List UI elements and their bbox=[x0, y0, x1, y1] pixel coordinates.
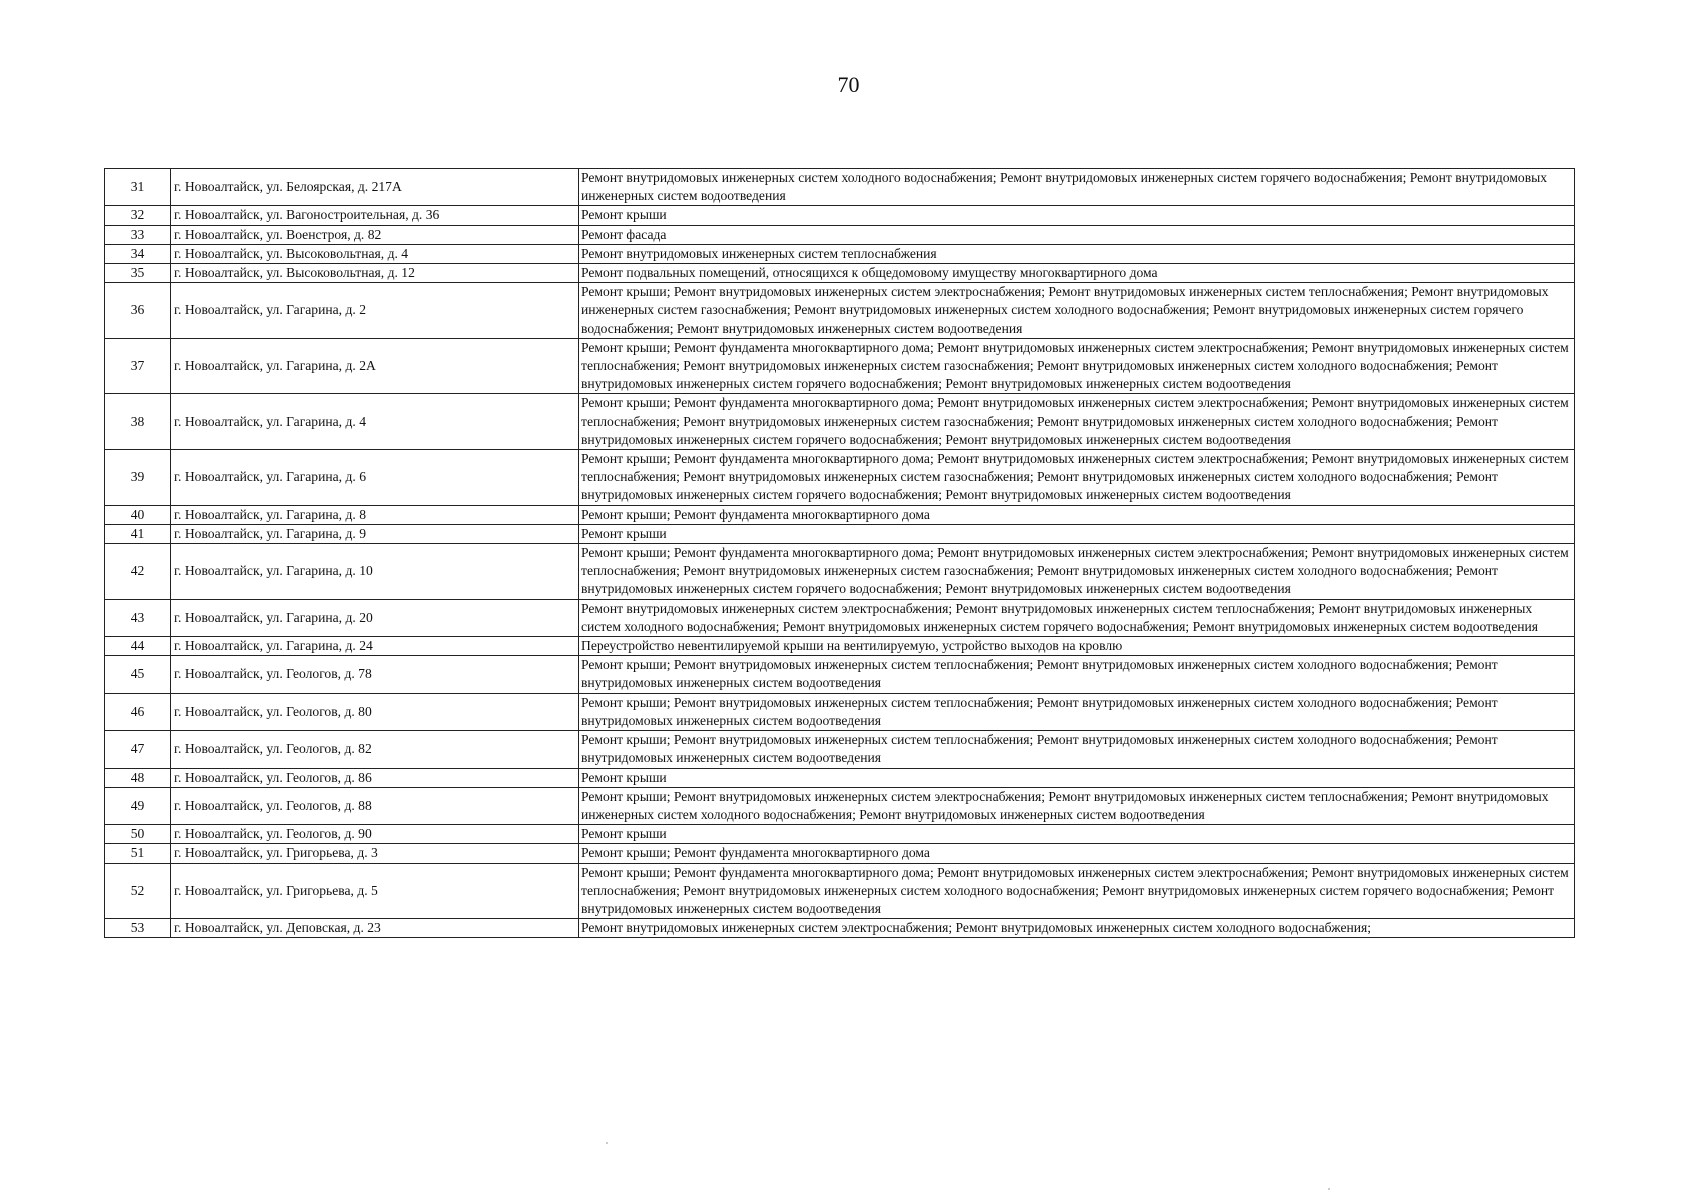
row-works: Ремонт внутридомовых инженерных систем теплоснабжения bbox=[579, 244, 1575, 263]
row-address: г. Новоалтайск, ул. Гагарина, д. 20 bbox=[171, 599, 579, 636]
table-row bbox=[105, 637, 1575, 656]
row-address: г. Новоалтайск, ул. Военстроя, д. 82 bbox=[171, 225, 579, 244]
row-number: 43 bbox=[105, 599, 171, 636]
row-address: г. Новоалтайск, ул. Гагарина, д. 8 bbox=[171, 505, 579, 524]
table-row bbox=[105, 394, 1575, 450]
row-address: г. Новоалтайск, ул. Григорьева, д. 5 bbox=[171, 863, 579, 919]
row-works: Ремонт крыши; Ремонт внутридомовых инженерных систем электроснабжения; Ремонт внутридомовых инженерных систем теплоснабжения; Ремонт внутридомовых инженерных систем газоснабжения; Ремонт внутридомовых инженерных систем холодного водоснабжения; Ремонт внутридомовых инженерных систем горячего водоснабжения; Ремонт внутридомовых инженерных систем водоотведения bbox=[579, 283, 1575, 339]
table-row bbox=[105, 283, 1575, 339]
row-address: г. Новоалтайск, ул. Гагарина, д. 10 bbox=[171, 544, 579, 600]
page-number: 70 bbox=[837, 72, 860, 97]
row-number: 34 bbox=[105, 244, 171, 263]
table-row bbox=[105, 505, 1575, 524]
table-row bbox=[105, 731, 1575, 768]
row-works: Ремонт крыши; Ремонт внутридомовых инженерных систем теплоснабжения; Ремонт внутридомовых инженерных систем холодного водоснабжения; Ремонт внутридомовых инженерных систем водоотведения bbox=[579, 693, 1575, 730]
scan-speck bbox=[1328, 1188, 1330, 1190]
row-address: г. Новоалтайск, ул. Геологов, д. 88 bbox=[171, 787, 579, 824]
row-number: 35 bbox=[105, 264, 171, 283]
table-row bbox=[105, 338, 1575, 394]
row-number: 38 bbox=[105, 394, 171, 450]
row-number: 36 bbox=[105, 283, 171, 339]
row-number: 49 bbox=[105, 787, 171, 824]
row-works: Ремонт фасада bbox=[579, 225, 1575, 244]
table-row bbox=[105, 450, 1575, 506]
row-address: г. Новоалтайск, ул. Геологов, д. 90 bbox=[171, 825, 579, 844]
row-address: г. Новоалтайск, ул. Высоковольтная, д. 12 bbox=[171, 264, 579, 283]
table-row bbox=[105, 693, 1575, 730]
row-works: Ремонт крыши; Ремонт фундамента многоквартирного дома; Ремонт внутридомовых инженерных систем электроснабжения; Ремонт внутридомовых инженерных систем теплоснабжения; Ремонт внутридомовых инженерных систем газоснабжения; Ремонт внутридомовых инженерных систем холодного водоснабжения; Ремонт внутридомовых инженерных систем горячего водоснабжения; Ремонт внутридомовых инженерных систем водоотведения bbox=[579, 338, 1575, 394]
row-address: г. Новоалтайск, ул. Гагарина, д. 4 bbox=[171, 394, 579, 450]
row-works: Ремонт крыши; Ремонт фундамента многоквартирного дома bbox=[579, 505, 1575, 524]
row-address: г. Новоалтайск, ул. Геологов, д. 78 bbox=[171, 656, 579, 693]
row-number: 44 bbox=[105, 637, 171, 656]
row-works: Ремонт крыши; Ремонт внутридомовых инженерных систем теплоснабжения; Ремонт внутридомовых инженерных систем холодного водоснабжения; Ремонт внутридомовых инженерных систем водоотведения bbox=[579, 656, 1575, 693]
table-row bbox=[105, 825, 1575, 844]
row-number: 31 bbox=[105, 169, 171, 206]
row-works: Ремонт внутридомовых инженерных систем электроснабжения; Ремонт внутридомовых инженерных систем холодного водоснабжения; bbox=[579, 919, 1575, 938]
table-row bbox=[105, 599, 1575, 636]
row-address: г. Новоалтайск, ул. Высоковольтная, д. 4 bbox=[171, 244, 579, 263]
row-works: Ремонт крыши; Ремонт фундамента многоквартирного дома; Ремонт внутридомовых инженерных систем электроснабжения; Ремонт внутридомовых инженерных систем теплоснабжения; Ремонт внутридомовых инженерных систем холодного водоснабжения; Ремонт внутридомовых инженерных систем горячего водоснабжения; Ремонт внутридомовых инженерных систем водоотведения bbox=[579, 863, 1575, 919]
row-works: Ремонт крыши; Ремонт внутридомовых инженерных систем теплоснабжения; Ремонт внутридомовых инженерных систем холодного водоснабжения; Ремонт внутридомовых инженерных систем водоотведения bbox=[579, 731, 1575, 768]
row-number: 39 bbox=[105, 450, 171, 506]
row-address: г. Новоалтайск, ул. Деповская, д. 23 bbox=[171, 919, 579, 938]
row-works: Ремонт крыши; Ремонт фундамента многоквартирного дома; Ремонт внутридомовых инженерных систем электроснабжения; Ремонт внутридомовых инженерных систем теплоснабжения; Ремонт внутридомовых инженерных систем газоснабжения; Ремонт внутридомовых инженерных систем холодного водоснабжения; Ремонт внутридомовых инженерных систем горячего водоснабжения; Ремонт внутридомовых инженерных систем водоотведения bbox=[579, 394, 1575, 450]
row-address: г. Новоалтайск, ул. Геологов, д. 86 bbox=[171, 768, 579, 787]
scan-speck bbox=[606, 1142, 608, 1144]
row-number: 40 bbox=[105, 505, 171, 524]
repair-works-table-wrapper bbox=[104, 168, 1574, 938]
table-row bbox=[105, 244, 1575, 263]
row-number: 32 bbox=[105, 206, 171, 225]
row-address: г. Новоалтайск, ул. Гагарина, д. 9 bbox=[171, 524, 579, 543]
row-works: Ремонт внутридомовых инженерных систем электроснабжения; Ремонт внутридомовых инженерных систем теплоснабжения; Ремонт внутридомовых инженерных систем холодного водоснабжения; Ремонт внутридомовых инженерных систем горячего водоснабжения; Ремонт внутридомовых инженерных систем водоотведения bbox=[579, 599, 1575, 636]
repair-works-table bbox=[104, 168, 1575, 938]
table-row bbox=[105, 656, 1575, 693]
table-row bbox=[105, 844, 1575, 863]
table-row bbox=[105, 264, 1575, 283]
row-works: Ремонт крыши; Ремонт внутридомовых инженерных систем электроснабжения; Ремонт внутридомовых инженерных систем теплоснабжения; Ремонт внутридомовых инженерных систем холодного водоснабжения; Ремонт внутридомовых инженерных систем водоотведения bbox=[579, 787, 1575, 824]
row-address: г. Новоалтайск, ул. Гагарина, д. 2А bbox=[171, 338, 579, 394]
table-body bbox=[105, 169, 1575, 938]
row-number: 45 bbox=[105, 656, 171, 693]
row-address: г. Новоалтайск, ул. Белоярская, д. 217А bbox=[171, 169, 579, 206]
row-number: 53 bbox=[105, 919, 171, 938]
row-works: Ремонт крыши; Ремонт фундамента многоквартирного дома; Ремонт внутридомовых инженерных систем электроснабжения; Ремонт внутридомовых инженерных систем теплоснабжения; Ремонт внутридомовых инженерных систем газоснабжения; Ремонт внутридомовых инженерных систем холодного водоснабжения; Ремонт внутридомовых инженерных систем горячего водоснабжения; Ремонт внутридомовых инженерных систем водоотведения bbox=[579, 450, 1575, 506]
row-works: Ремонт крыши bbox=[579, 768, 1575, 787]
row-number: 33 bbox=[105, 225, 171, 244]
row-address: г. Новоалтайск, ул. Гагарина, д. 24 bbox=[171, 637, 579, 656]
row-works: Ремонт внутридомовых инженерных систем холодного водоснабжения; Ремонт внутридомовых инженерных систем горячего водоснабжения; Ремонт внутридомовых инженерных систем водоотведения bbox=[579, 169, 1575, 206]
row-number: 47 bbox=[105, 731, 171, 768]
row-works: Ремонт крыши bbox=[579, 825, 1575, 844]
table-row bbox=[105, 863, 1575, 919]
row-address: г. Новоалтайск, ул. Геологов, д. 80 bbox=[171, 693, 579, 730]
row-works: Ремонт крыши bbox=[579, 524, 1575, 543]
table-row bbox=[105, 768, 1575, 787]
row-number: 50 bbox=[105, 825, 171, 844]
table-row bbox=[105, 787, 1575, 824]
table-row bbox=[105, 225, 1575, 244]
row-number: 48 bbox=[105, 768, 171, 787]
table-row bbox=[105, 919, 1575, 938]
row-number: 52 bbox=[105, 863, 171, 919]
row-address: г. Новоалтайск, ул. Гагарина, д. 6 bbox=[171, 450, 579, 506]
table-row bbox=[105, 169, 1575, 206]
row-number: 41 bbox=[105, 524, 171, 543]
row-address: г. Новоалтайск, ул. Григорьева, д. 3 bbox=[171, 844, 579, 863]
row-number: 37 bbox=[105, 338, 171, 394]
table-row bbox=[105, 524, 1575, 543]
row-address: г. Новоалтайск, ул. Геологов, д. 82 bbox=[171, 731, 579, 768]
row-number: 46 bbox=[105, 693, 171, 730]
row-works: Ремонт крыши; Ремонт фундамента многоквартирного дома bbox=[579, 844, 1575, 863]
row-number: 42 bbox=[105, 544, 171, 600]
table-row bbox=[105, 544, 1575, 600]
row-works: Ремонт подвальных помещений, относящихся к общедомовому имуществу многоквартирного дома bbox=[579, 264, 1575, 283]
row-works: Ремонт крыши bbox=[579, 206, 1575, 225]
row-works: Ремонт крыши; Ремонт фундамента многоквартирного дома; Ремонт внутридомовых инженерных систем электроснабжения; Ремонт внутридомовых инженерных систем теплоснабжения; Ремонт внутридомовых инженерных систем газоснабжения; Ремонт внутридомовых инженерных систем холодного водоснабжения; Ремонт внутридомовых инженерных систем горячего водоснабжения; Ремонт внутридомовых инженерных систем водоотведения bbox=[579, 544, 1575, 600]
row-address: г. Новоалтайск, ул. Вагоностроительная, д. 36 bbox=[171, 206, 579, 225]
table-row bbox=[105, 206, 1575, 225]
row-number: 51 bbox=[105, 844, 171, 863]
row-address: г. Новоалтайск, ул. Гагарина, д. 2 bbox=[171, 283, 579, 339]
row-works: Переустройство невентилируемой крыши на вентилируемую, устройство выходов на кровлю bbox=[579, 637, 1575, 656]
